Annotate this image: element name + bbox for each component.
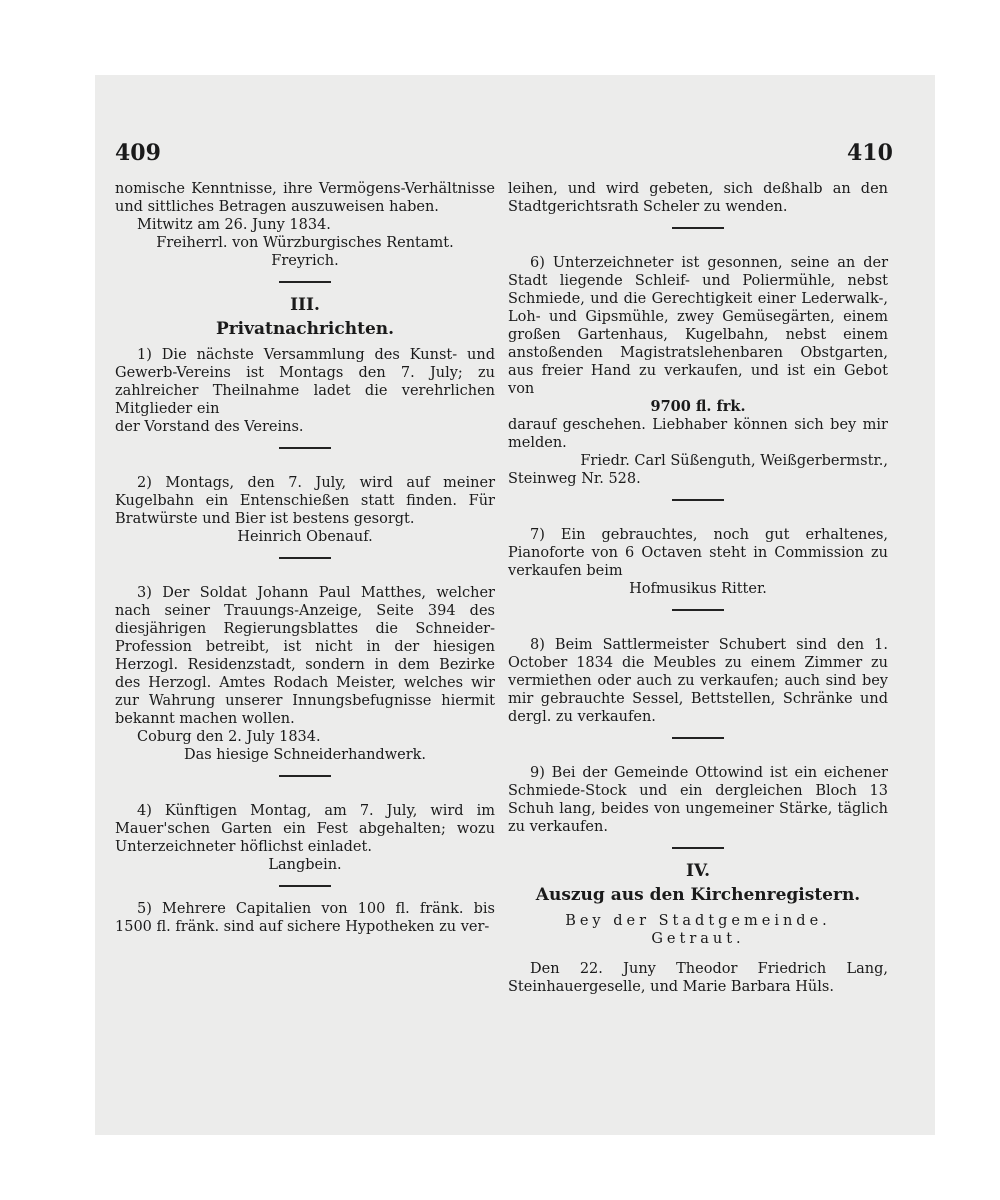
notice-3-signature: Das hiesige Schneiderhandwerk. (183, 747, 427, 763)
continued-text: nomische Kenntnisse, ihre Vermögens-Verhältnisse und sittliches Betragen auszuweisen haben. (115, 181, 495, 215)
section-title: Auszug aus den Kirchenregistern. (535, 885, 861, 905)
notice-6-text: 6) Unterzeichneter ist gesonnen, seine an der Stadt liegende Schleif- und Poliermühle, nebst Schmiede, und die Gerechtigkeit einer Lederwalk-, Loh- und Gipsmühle, zwey Gemüsegärten, einem großen Gartenhaus, Kugelbahn, nebst einem anstoßenden Magistratslehenbaren Obstgarten, aus freier Hand zu verkaufen, und ist ein Gebot von (508, 255, 888, 397)
notice-7-text: 7) Ein gebrauchtes, noch gut erhaltenes, Pianoforte von 6 Octaven steht in Commission zu verkaufen beim (508, 527, 888, 579)
notice-8-text: 8) Beim Sattlermeister Schubert sind den 1. October 1834 die Meubles zu einem Zimmer zu vermiethen oder auch zu verkaufen; auch sind bey mir gebrauchte Sessel, Bettstellen, Schränke und dergl. zu verkaufen. (508, 637, 888, 725)
separator-rule (279, 557, 331, 559)
section-number: IV. (685, 861, 711, 881)
notice-1-signature: der Vorstand des Vereins. (115, 419, 304, 435)
separator-rule (279, 281, 331, 283)
notice-5-text: 5) Mehrere Capitalien von 100 fl. fränk. bis 1500 fl. fränk. sind auf sichere Hypotheken zu ver- (115, 901, 495, 935)
section-number: III. (290, 295, 320, 315)
notice-6-price: 9700 fl. frk. (650, 398, 746, 415)
separator-rule (672, 737, 724, 739)
separator-rule (672, 227, 724, 229)
separator-rule (279, 447, 331, 449)
notice-3-date: Coburg den 2. July 1834. (137, 729, 321, 745)
notice-4-text: 4) Künftigen Montag, am 7. July, wird im Mauer'schen Garten ein Fest abgehalten; wozu Unterzeichneter höflichst einladet. (115, 803, 495, 855)
continued-text: leihen, und wird gebeten, sich deßhalb an den Stadtgerichtsrath Scheler zu wenden. (508, 181, 888, 215)
separator-rule (672, 847, 724, 849)
right-column (508, 180, 888, 996)
notice-6-text-cont: darauf geschehen. Liebhaber können sich bey mir melden. (508, 417, 888, 451)
notice-3-text: 3) Der Soldat Johann Paul Matthes, welcher nach seiner Trauungs-Anzeige, Seite 394 des diesjährigen Regierungsblattes die Schneider-Profession betreibt, ist nicht in der hiesigen Herzogl. Residenzstadt, sondern in dem Bezirke des Herzogl. Amtes Rodach Meister, welches wir zur Wahrung unserer Innungsbefugnisse hiermit bekannt machen wollen. (115, 585, 495, 727)
subsection-heading-married: Getraut. (651, 931, 745, 947)
notice-4-signature: Langbein. (268, 857, 342, 873)
separator-rule (279, 885, 331, 887)
notice-date: Mitwitz am 26. Juny 1834. (137, 217, 331, 233)
separator-rule (672, 609, 724, 611)
page-number-left: 409 (115, 140, 161, 166)
notice-9-text: 9) Bei der Gemeinde Ottowind ist ein eichener Schmiede-Stock und ein dergleichen Bloch 13 Schuh lang, beides von ungemeiner Stärke, täglich zu verkaufen. (508, 765, 888, 835)
left-column (115, 180, 495, 936)
subsection-heading: Bey der Stadtgemeinde. (565, 913, 831, 929)
notice-7-signature: Hofmusikus Ritter. (629, 581, 767, 597)
notice-signature: Freyrich. (271, 253, 339, 269)
page-number-right: 410 (847, 140, 893, 166)
register-entry: Den 22. Juny Theodor Friedrich Lang, Steinhauergeselle, und Marie Barbara Hüls. (508, 961, 888, 995)
notice-2-signature: Heinrich Obenauf. (237, 529, 373, 545)
notice-6-signature: Friedr. Carl Süßenguth, Weißgerbermstr., (580, 453, 888, 469)
separator-rule (279, 775, 331, 777)
notice-2-text: 2) Montags, den 7. July, wird auf meiner Kugelbahn ein Entenschießen statt finden. Für Bratwürste und Bier ist bestens gesorgt. (115, 475, 495, 527)
notice-1-text: 1) Die nächste Versammlung des Kunst- und Gewerb-Vereins ist Montags den 7. July; zu zahlreicher Theilnahme ladet die verehrlichen Mitglieder ein (115, 347, 495, 417)
separator-rule (672, 499, 724, 501)
notice-office: Freiherrl. von Würzburgisches Rentamt. (156, 235, 454, 251)
section-title: Privatnachrichten. (215, 319, 395, 339)
notice-6-address: Steinweg Nr. 528. (508, 471, 641, 487)
